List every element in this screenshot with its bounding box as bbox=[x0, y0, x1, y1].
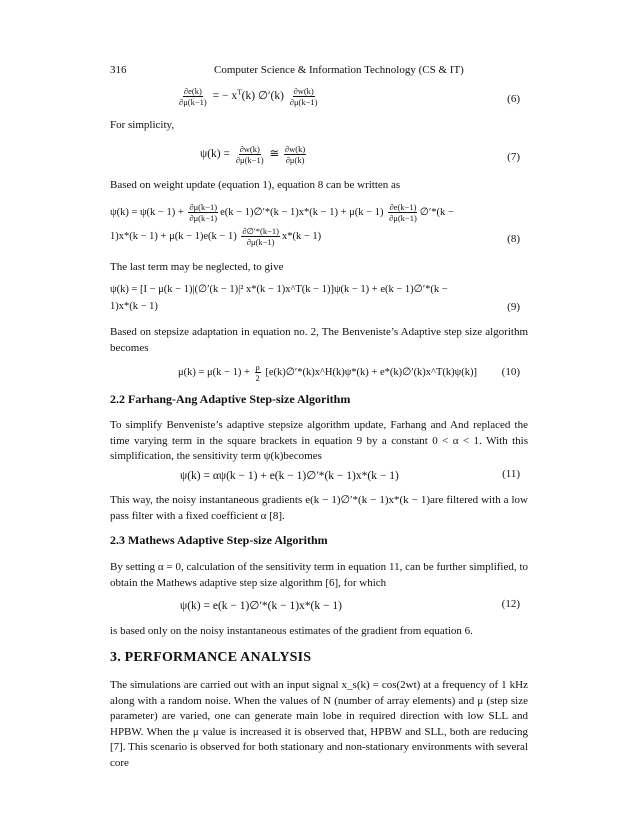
eq6-lhs-fraction bbox=[178, 86, 208, 107]
eq8-part-c: ∅′*(k − bbox=[419, 206, 454, 218]
equation-number-8: (8) bbox=[507, 233, 520, 245]
eq7-approx: ≅ bbox=[269, 148, 280, 161]
eq8-frac3 bbox=[241, 226, 280, 247]
based-weight-text: Based on weight update (equation 1), equation 8 can be written as bbox=[110, 179, 401, 191]
eq10-frac bbox=[255, 362, 261, 383]
equation-8-line-1 bbox=[110, 202, 454, 223]
eq8-f1-den: ∂μ(k−1) bbox=[189, 213, 218, 223]
page-number: 316 bbox=[110, 64, 127, 76]
eq8-f3-den: ∂μ(k−1) bbox=[246, 237, 275, 247]
equation-10 bbox=[178, 362, 477, 383]
eq7-f1-num: ∂w(k) bbox=[239, 144, 260, 154]
eq8-part-d: 1)x*(k − 1) + μ(k − 1)e(k − 1) bbox=[110, 230, 237, 242]
based-stepsize-text: Based on stepsize adaptation in equation no. 2, The Benveniste’s Adaptive step size algorithm becomes bbox=[110, 326, 528, 354]
eq7-f1-den: ∂μ(k−1) bbox=[235, 155, 264, 165]
eq7-frac2 bbox=[284, 144, 306, 165]
eq10-rhs: [e(k)∅′*(k)x^H(k)ψ*(k) + e*(k)∅′(k)x^T(k)ψ(k)] bbox=[265, 366, 477, 378]
simplicity-text: For simplicity, bbox=[110, 119, 175, 131]
section-3-paragraph: The simulations are carried out with an input signal x_s(k) = cos(2wt) at a frequency of 1 kHz along with a random noise. When the values of N (number of array elements) and μ (step size parameter) are varied, one can generate main lobe in required direction with low SLL and HPBW. When the μ value is increased it is observed that, HPBW and SLL, both are reducing [7]. This scenario is observed for both stationary and non-stationary environments with several core bbox=[110, 679, 528, 769]
eq8-frac2 bbox=[388, 202, 418, 223]
equation-6: $\frac{\partial e(k)}{\partial\mu(k-1)}$ = − $x^T(k)$ ∅′(k) $\frac{\partial w(k)}{\partial\mu(k-1)}$ bbox=[179, 86, 318, 107]
equation-number-6: (6) bbox=[507, 93, 520, 105]
equation-9-line-1: ψ(k) = [I − μ(k − 1)|(∅′(k − 1)|² x*(k − 1)x^T(k − 1)]ψ(k − 1) + e(k − 1)∅′*(k − bbox=[110, 284, 448, 295]
eq8-f2-num: ∂e(k−1) bbox=[389, 202, 417, 212]
gradient-paragraph: is based only on the noisy instantaneous estimates of the gradient from equation 6. bbox=[110, 625, 473, 637]
eq6-lhs-den: ∂μ(k−1) bbox=[179, 97, 207, 107]
eq10-f-den: 2 bbox=[255, 373, 260, 383]
eq7-f2-num: ∂w(k) bbox=[284, 144, 306, 154]
equation-9-line-2: 1)x*(k − 1) bbox=[110, 301, 158, 312]
section-2-2-paragraph: To simplify Benveniste’s adaptive stepsize algorithm update, Farhang and And replaced the time varying term in the square brackets in equation 9 by a constant 0 < α < 1. With this simplification, the sensitivity term ψ(k)becomes bbox=[110, 419, 528, 462]
last-term-text: The last term may be neglected, to give bbox=[110, 261, 284, 273]
eq6-rhs-fraction bbox=[289, 86, 319, 107]
section-2-3-paragraph: By setting α = 0, calculation of the sensitivity term in equation 11, can be further simplified, to obtain the Mathews adaptive step size algorithm [6], for which bbox=[110, 561, 528, 589]
eq6-mid: = − x bbox=[212, 90, 238, 103]
eq8-part-e: x*(k − 1) bbox=[282, 230, 322, 242]
eq6-mid2: (k) ∅′(k) bbox=[241, 90, 284, 103]
equation-number-11: (11) bbox=[502, 468, 520, 480]
eq8-f3-num: ∂∅′*(k−1) bbox=[242, 226, 279, 236]
eq10-lhs: μ(k) = μ(k − 1) + bbox=[178, 366, 250, 378]
eq7-f2-den: ∂μ(k) bbox=[285, 155, 305, 165]
noisy-gradient-paragraph: This way, the noisy instantaneous gradients e(k − 1)∅′*(k − 1)x*(k − 1)are filtered with a low pass filter with a fixed coefficient α [8]. bbox=[110, 494, 528, 522]
eq7-frac1 bbox=[235, 144, 265, 165]
equation-number-12: (12) bbox=[501, 598, 520, 610]
section-2-2-title: 2.2 Farhang-Ang Adaptive Step-size Algorithm bbox=[110, 392, 351, 406]
eq7-lhs: ψ(k) = bbox=[200, 148, 230, 161]
eq6-rhs-num: ∂w(k) bbox=[293, 86, 314, 96]
equation-12: ψ(k) = e(k − 1)∅′*(k − 1)x*(k − 1) bbox=[180, 600, 342, 612]
equation-number-10: (10) bbox=[501, 366, 520, 378]
eq6-lhs-num: ∂e(k) bbox=[183, 86, 202, 96]
eq6-rhs-den: ∂μ(k−1) bbox=[289, 97, 318, 107]
equation-number-7: (7) bbox=[507, 151, 520, 163]
eq8-part-b: e(k − 1)∅′*(k − 1)x*(k − 1) + μ(k − 1) bbox=[220, 206, 384, 218]
eq8-frac1 bbox=[188, 202, 218, 223]
eq8-f2-den: ∂μ(k−1) bbox=[389, 213, 417, 223]
equation-8-line-2 bbox=[110, 226, 321, 247]
running-title: Computer Science & Information Technology (CS & IT) bbox=[214, 64, 464, 76]
equation-7 bbox=[200, 144, 308, 165]
equation-11: ψ(k) = αψ(k − 1) + e(k − 1)∅′*(k − 1)x*(k − 1) bbox=[180, 470, 399, 482]
eq8-part-a: ψ(k) = ψ(k − 1) + bbox=[110, 206, 184, 218]
section-3-title: 3. PERFORMANCE ANALYSIS bbox=[110, 650, 312, 665]
section-2-3-title: 2.3 Mathews Adaptive Step-size Algorithm bbox=[110, 533, 328, 547]
eq10-f-num: ρ bbox=[255, 362, 260, 372]
equation-number-9: (9) bbox=[507, 301, 520, 313]
eq8-f1-num: ∂μ(k−1) bbox=[189, 202, 218, 212]
